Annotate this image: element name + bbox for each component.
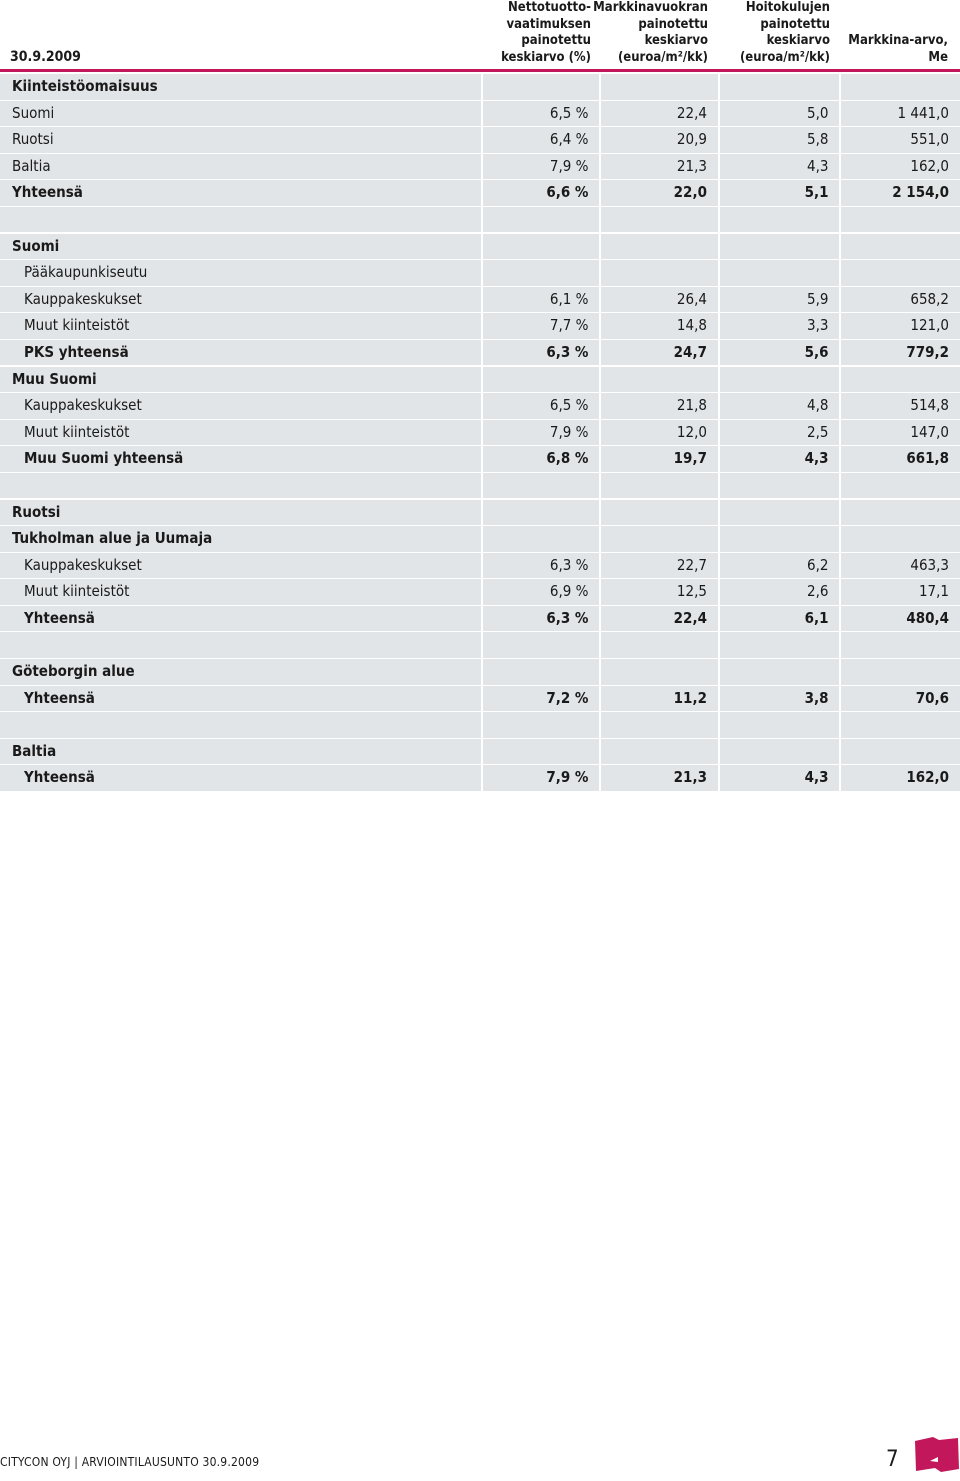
- maintenance-cell: [720, 207, 840, 233]
- market-value-cell: [841, 632, 960, 658]
- maintenance-cell: [720, 473, 840, 499]
- table-row: [0, 553, 960, 579]
- row-label: Baltia: [0, 154, 481, 180]
- market-rent-cell: 11,2: [601, 686, 718, 712]
- market-value-cell: [841, 74, 960, 100]
- market-rent-cell: 12,0: [601, 420, 718, 446]
- market-value-cell: 463,3: [841, 553, 960, 579]
- maintenance-cell: [720, 659, 840, 685]
- row-label: [0, 712, 481, 738]
- maintenance-cell: 6,2: [720, 553, 840, 579]
- yield-cell: [483, 659, 600, 685]
- footer-text: CITYCON OYJ | ARVIOINTILAUSUNTO 30.9.2009: [0, 1455, 260, 1469]
- report-date: 30.9.2009: [10, 49, 81, 65]
- maintenance-cell: [720, 526, 840, 552]
- row-label: Kauppakeskukset: [0, 553, 481, 579]
- table-row: [0, 367, 960, 393]
- market-value-cell: 480,4: [841, 606, 960, 632]
- maintenance-cell: [720, 739, 840, 765]
- yield-cell: 6,5 %: [483, 393, 600, 419]
- market-rent-cell: 21,8: [601, 393, 718, 419]
- table-row: [0, 393, 960, 419]
- maintenance-cell: 4,3: [720, 154, 840, 180]
- table-row: [0, 127, 960, 153]
- row-label: Ruotsi: [0, 127, 481, 153]
- market-rent-cell: 21,3: [601, 765, 718, 791]
- maintenance-cell: [720, 632, 840, 658]
- yield-cell: 7,9 %: [483, 154, 600, 180]
- yield-cell: [483, 207, 600, 233]
- yield-cell: [483, 739, 600, 765]
- valuation-table: [0, 74, 960, 792]
- market-rent-cell: [601, 207, 718, 233]
- row-label: Yhteensä: [0, 686, 481, 712]
- yield-cell: 6,1 %: [483, 287, 600, 313]
- yield-cell: 7,2 %: [483, 686, 600, 712]
- table-row: [0, 207, 960, 233]
- market-rent-cell: 26,4: [601, 287, 718, 313]
- yield-cell: 7,9 %: [483, 765, 600, 791]
- maintenance-cell: 3,8: [720, 686, 840, 712]
- yield-cell: [483, 500, 600, 526]
- yield-cell: 7,9 %: [483, 420, 600, 446]
- market-rent-cell: [601, 632, 718, 658]
- table-row: [0, 154, 960, 180]
- row-label: Kauppakeskukset: [0, 393, 481, 419]
- yield-cell: 6,3 %: [483, 553, 600, 579]
- row-label: Muut kiinteistöt: [0, 579, 481, 605]
- market-rent-cell: 21,3: [601, 154, 718, 180]
- yield-cell: 6,8 %: [483, 446, 600, 472]
- market-rent-cell: [601, 367, 718, 393]
- row-label: [0, 632, 481, 658]
- table-row: [0, 313, 960, 339]
- table-row: [0, 180, 960, 206]
- row-label: Yhteensä: [0, 606, 481, 632]
- yield-cell: 6,3 %: [483, 340, 600, 366]
- table-row: [0, 686, 960, 712]
- table-row: [0, 420, 960, 446]
- table-row: [0, 765, 960, 791]
- table-row: [0, 579, 960, 605]
- yield-cell: 6,4 %: [483, 127, 600, 153]
- yield-cell: [483, 367, 600, 393]
- market-value-cell: 162,0: [841, 765, 960, 791]
- market-value-cell: [841, 500, 960, 526]
- table-row: [0, 74, 960, 100]
- row-label: Suomi: [0, 101, 481, 127]
- market-value-cell: 658,2: [841, 287, 960, 313]
- table-row: [0, 234, 960, 260]
- column-header-yield: Nettotuotto- vaatimuksen painotettu keskiarvo (%): [501, 0, 591, 65]
- row-label: Muu Suomi yhteensä: [0, 446, 481, 472]
- table-row: [0, 287, 960, 313]
- market-rent-cell: 20,9: [601, 127, 718, 153]
- market-value-cell: 661,8: [841, 446, 960, 472]
- maintenance-cell: 2,6: [720, 579, 840, 605]
- header-rule: [0, 69, 960, 72]
- market-value-cell: 121,0: [841, 313, 960, 339]
- yield-cell: 6,9 %: [483, 579, 600, 605]
- yield-cell: 7,7 %: [483, 313, 600, 339]
- market-value-cell: [841, 712, 960, 738]
- market-value-cell: [841, 234, 960, 260]
- market-value-cell: [841, 473, 960, 499]
- market-rent-cell: [601, 712, 718, 738]
- market-value-cell: [841, 260, 960, 286]
- yield-cell: [483, 260, 600, 286]
- maintenance-cell: 5,9: [720, 287, 840, 313]
- maintenance-cell: 5,8: [720, 127, 840, 153]
- yield-cell: [483, 632, 600, 658]
- yield-cell: [483, 473, 600, 499]
- table-row: [0, 712, 960, 738]
- row-label: Muu Suomi: [0, 367, 481, 393]
- market-value-cell: 147,0: [841, 420, 960, 446]
- maintenance-cell: [720, 500, 840, 526]
- table-header: [0, 0, 960, 72]
- market-value-cell: 779,2: [841, 340, 960, 366]
- market-value-cell: 1 441,0: [841, 101, 960, 127]
- table-row: [0, 632, 960, 658]
- market-rent-cell: [601, 500, 718, 526]
- page-number: 7: [886, 1447, 899, 1472]
- market-value-cell: 17,1: [841, 579, 960, 605]
- maintenance-cell: [720, 234, 840, 260]
- yield-cell: 6,5 %: [483, 101, 600, 127]
- row-label: Pääkaupunkiseutu: [0, 260, 481, 286]
- row-label: [0, 473, 481, 499]
- column-header-market-rent: Markkinavuokran painotettu keskiarvo (euroa/m²/kk): [593, 0, 708, 65]
- column-header-market-value: Markkina-arvo, Me: [848, 33, 948, 65]
- maintenance-cell: 4,3: [720, 446, 840, 472]
- yield-cell: [483, 74, 600, 100]
- maintenance-cell: 6,1: [720, 606, 840, 632]
- row-label: Yhteensä: [0, 180, 481, 206]
- market-rent-cell: [601, 234, 718, 260]
- row-label: PKS yhteensä: [0, 340, 481, 366]
- market-rent-cell: [601, 526, 718, 552]
- market-rent-cell: [601, 739, 718, 765]
- market-rent-cell: [601, 659, 718, 685]
- maintenance-cell: [720, 712, 840, 738]
- market-value-cell: 162,0: [841, 154, 960, 180]
- market-value-cell: [841, 739, 960, 765]
- citycon-logo-icon: [913, 1435, 960, 1475]
- market-rent-cell: 22,7: [601, 553, 718, 579]
- market-value-cell: [841, 659, 960, 685]
- row-label: [0, 207, 481, 233]
- market-rent-cell: 14,8: [601, 313, 718, 339]
- row-label: Muut kiinteistöt: [0, 313, 481, 339]
- market-rent-cell: 12,5: [601, 579, 718, 605]
- yield-cell: 6,3 %: [483, 606, 600, 632]
- market-rent-cell: [601, 260, 718, 286]
- column-header-maintenance: Hoitokulujen painotettu keskiarvo (euroa/m²/kk): [739, 0, 830, 65]
- maintenance-cell: 5,0: [720, 101, 840, 127]
- row-label: Muut kiinteistöt: [0, 420, 481, 446]
- table-row: [0, 500, 960, 526]
- row-label: Suomi: [0, 234, 481, 260]
- market-rent-cell: 22,0: [601, 180, 718, 206]
- maintenance-cell: 3,3: [720, 313, 840, 339]
- yield-cell: [483, 712, 600, 738]
- market-value-cell: 2 154,0: [841, 180, 960, 206]
- market-rent-cell: [601, 473, 718, 499]
- market-value-cell: 551,0: [841, 127, 960, 153]
- table-row: [0, 526, 960, 552]
- market-value-cell: [841, 526, 960, 552]
- table-row: [0, 340, 960, 366]
- row-label: Yhteensä: [0, 765, 481, 791]
- table-row: [0, 473, 960, 499]
- market-rent-cell: 22,4: [601, 101, 718, 127]
- maintenance-cell: 4,8: [720, 393, 840, 419]
- table-row: [0, 606, 960, 632]
- market-value-cell: [841, 207, 960, 233]
- maintenance-cell: 2,5: [720, 420, 840, 446]
- maintenance-cell: 5,1: [720, 180, 840, 206]
- row-label: Tukholman alue ja Uumaja: [0, 526, 481, 552]
- row-label: Kiinteistöomaisuus: [0, 74, 481, 100]
- maintenance-cell: [720, 260, 840, 286]
- table-row: [0, 739, 960, 765]
- market-rent-cell: [601, 74, 718, 100]
- row-label: Baltia: [0, 739, 481, 765]
- maintenance-cell: 4,3: [720, 765, 840, 791]
- market-rent-cell: 19,7: [601, 446, 718, 472]
- yield-cell: [483, 526, 600, 552]
- row-label: Göteborgin alue: [0, 659, 481, 685]
- market-value-cell: 70,6: [841, 686, 960, 712]
- yield-cell: 6,6 %: [483, 180, 600, 206]
- market-rent-cell: 24,7: [601, 340, 718, 366]
- maintenance-cell: 5,6: [720, 340, 840, 366]
- row-label: Kauppakeskukset: [0, 287, 481, 313]
- table-row: [0, 101, 960, 127]
- row-label: Ruotsi: [0, 500, 481, 526]
- maintenance-cell: [720, 74, 840, 100]
- market-value-cell: [841, 367, 960, 393]
- yield-cell: [483, 234, 600, 260]
- maintenance-cell: [720, 367, 840, 393]
- market-value-cell: 514,8: [841, 393, 960, 419]
- table-row: [0, 659, 960, 685]
- table-row: [0, 446, 960, 472]
- table-row: [0, 260, 960, 286]
- market-rent-cell: 22,4: [601, 606, 718, 632]
